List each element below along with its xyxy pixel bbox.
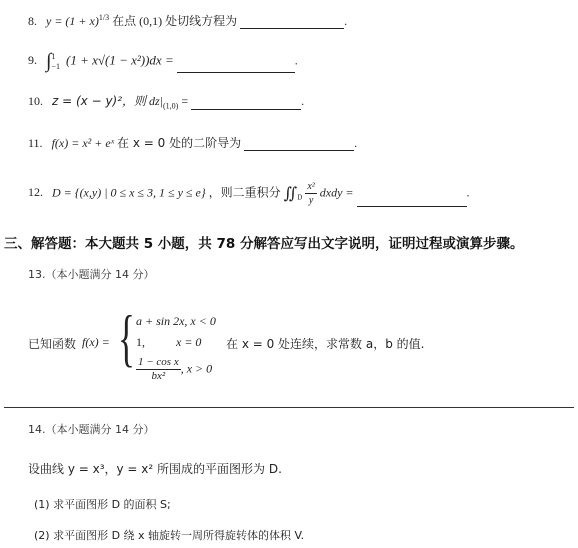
answer-blank[interactable]	[357, 194, 467, 207]
question-text: 在点	[112, 14, 137, 28]
question-13-label: 13.（本小题满分 14 分）	[28, 268, 155, 281]
case-3	[136, 356, 212, 383]
evaluation-point: (1,0)	[163, 101, 179, 111]
question-text: ，则二重积分	[208, 185, 281, 200]
answer-blank[interactable]	[177, 60, 295, 73]
question-14-label: 14.（本小题满分 14 分）	[28, 423, 155, 436]
case-2-value: 1,	[136, 335, 145, 349]
question-text-2: 处切线方程为	[165, 14, 238, 28]
section-heading: 三、解答题：本大题共 5 小题，共 78 分解答应写出文字说明，证明过程或演算步骤。	[4, 236, 524, 252]
question-13-text: 在 x = 0 处连续，求常数 a，b 的值.	[226, 337, 425, 351]
math-expression: y = (1 + x)	[46, 14, 99, 28]
integrand: (1 + x√(1 − x²))dx =	[66, 52, 174, 68]
integral-tail: dxdy =	[319, 185, 354, 200]
question-14-part-2: (2) 求平面图形 D 绕 x 轴旋转一周所得旋转体的体积 V.	[34, 529, 305, 542]
period: .	[344, 14, 348, 28]
function-name: f(x) =	[82, 335, 110, 349]
period: .	[301, 94, 305, 108]
integral-upper: 1	[51, 51, 56, 61]
piecewise-brace: {	[118, 302, 135, 373]
question-text: 在 x = 0 处的二阶导为	[117, 136, 242, 150]
answer-blank[interactable]	[244, 138, 354, 151]
integral-lower: −1	[51, 61, 60, 71]
case-1: a + sin 2x, x < 0	[136, 314, 216, 328]
question-14-part-1: (1) 求平面图形 D 的面积 S;	[34, 498, 171, 511]
period: .	[294, 53, 298, 68]
case-2-condition: x = 0	[176, 335, 202, 349]
integral-sign: ∫	[46, 50, 52, 72]
double-integral-sign: ∬	[283, 185, 298, 203]
question-number: 10.	[28, 94, 43, 108]
math-expression: D = {(x,y) | 0 ≤ x ≤ 3, 1 ≤ y ≤ e}	[52, 185, 206, 200]
case-3-numerator: 1 − cos x	[138, 356, 179, 368]
question-number: 12.	[28, 185, 43, 200]
answer-blank[interactable]	[240, 16, 344, 29]
differential: dz|	[149, 94, 164, 108]
question-10	[28, 92, 304, 110]
case-3-denominator: bx²	[151, 370, 166, 382]
question-13-prefix: 已知函数	[28, 337, 77, 351]
question-11	[28, 134, 357, 151]
math-expression: f(x) = x² + eˣ	[51, 136, 115, 150]
fraction-denominator: y	[308, 195, 314, 206]
period: .	[354, 136, 358, 150]
question-14-intro: 设曲线 y = x³，y = x² 所围成的平面图形为 D.	[28, 462, 282, 476]
question-8	[28, 12, 347, 29]
question-number: 11.	[28, 136, 43, 150]
integral-domain: D	[297, 193, 303, 202]
case-3-condition: , x > 0	[180, 361, 213, 376]
period: .	[466, 185, 470, 200]
question-number: 8.	[28, 14, 37, 28]
question-12	[28, 180, 470, 207]
math-point: (0,1)	[139, 14, 163, 28]
math-expression: z = (x − y)²，则	[52, 94, 147, 108]
question-9	[28, 50, 298, 73]
answer-blank[interactable]	[191, 97, 301, 110]
question-number: 9.	[28, 53, 37, 68]
equals-sign: =	[181, 94, 189, 108]
fraction-numerator: x²	[307, 181, 315, 192]
divider	[4, 407, 574, 408]
exponent: 1/3	[98, 13, 110, 22]
